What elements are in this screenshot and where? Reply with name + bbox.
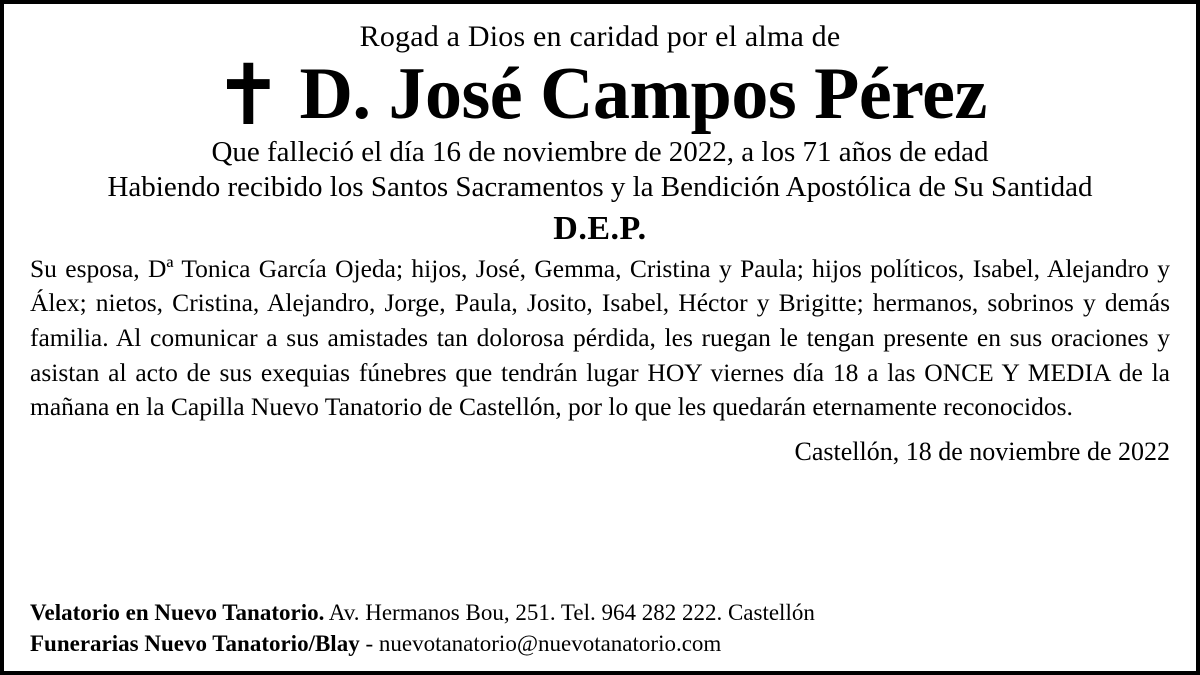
deceased-name-row <box>30 46 1170 145</box>
death-date-line: Que falleció el día 16 de noviembre de 2022, a los 71 años de edad <box>211 136 989 168</box>
funeral-home-contact: - nuevotanatorio@nuevotanatorio.com <box>359 630 722 656</box>
wake-label: Velatorio en Nuevo Tanatorio. <box>30 599 325 625</box>
funeral-home-label: Funerarias Nuevo Tanatorio/Blay <box>30 630 360 656</box>
deceased-name: D. José Campos Pérez <box>299 53 987 135</box>
latin-cross-icon: ✝ <box>213 46 284 145</box>
wake-info-line <box>30 597 1170 628</box>
dep-abbreviation: D.E.P. <box>553 209 647 247</box>
invocation-line: Rogad a Dios en caridad por el alma de <box>359 20 841 53</box>
sacraments-line: Habiendo recibido los Santos Sacramentos y la Bendición Apostólica de Su Santidad <box>107 171 1093 204</box>
wake-address: Av. Hermanos Bou, 251. Tel. 964 282 222. Castellón <box>324 599 815 625</box>
footer-block <box>30 593 1170 659</box>
funeral-home-line <box>30 628 1170 659</box>
family-announcement-text: Su esposa, Dª Tonica García Ojeda; hijos, José, Gemma, Cristina y Paula; hijos políticos, Isabel, Alejandro y Álex; nietos, Cristina, Alejandro, Jorge, Paula, Josito, Isabel, Héctor y Brigitte; hermanos, sobrinos y demás familia. Al comunicar a sus amistades tan dolorosa pérdida, les ruegan le tengan presente en sus oraciones y asistan al acto de sus exequias fúnebres que tendrán lugar HOY viernes día 18 a las ONCE Y MEDIA de la mañana en la Capilla Nuevo Tanatorio de Castellón, por lo que les quedarán eternamente reconocidos. <box>30 253 1170 422</box>
place-and-date: Castellón, 18 de noviembre de 2022 <box>794 437 1170 467</box>
